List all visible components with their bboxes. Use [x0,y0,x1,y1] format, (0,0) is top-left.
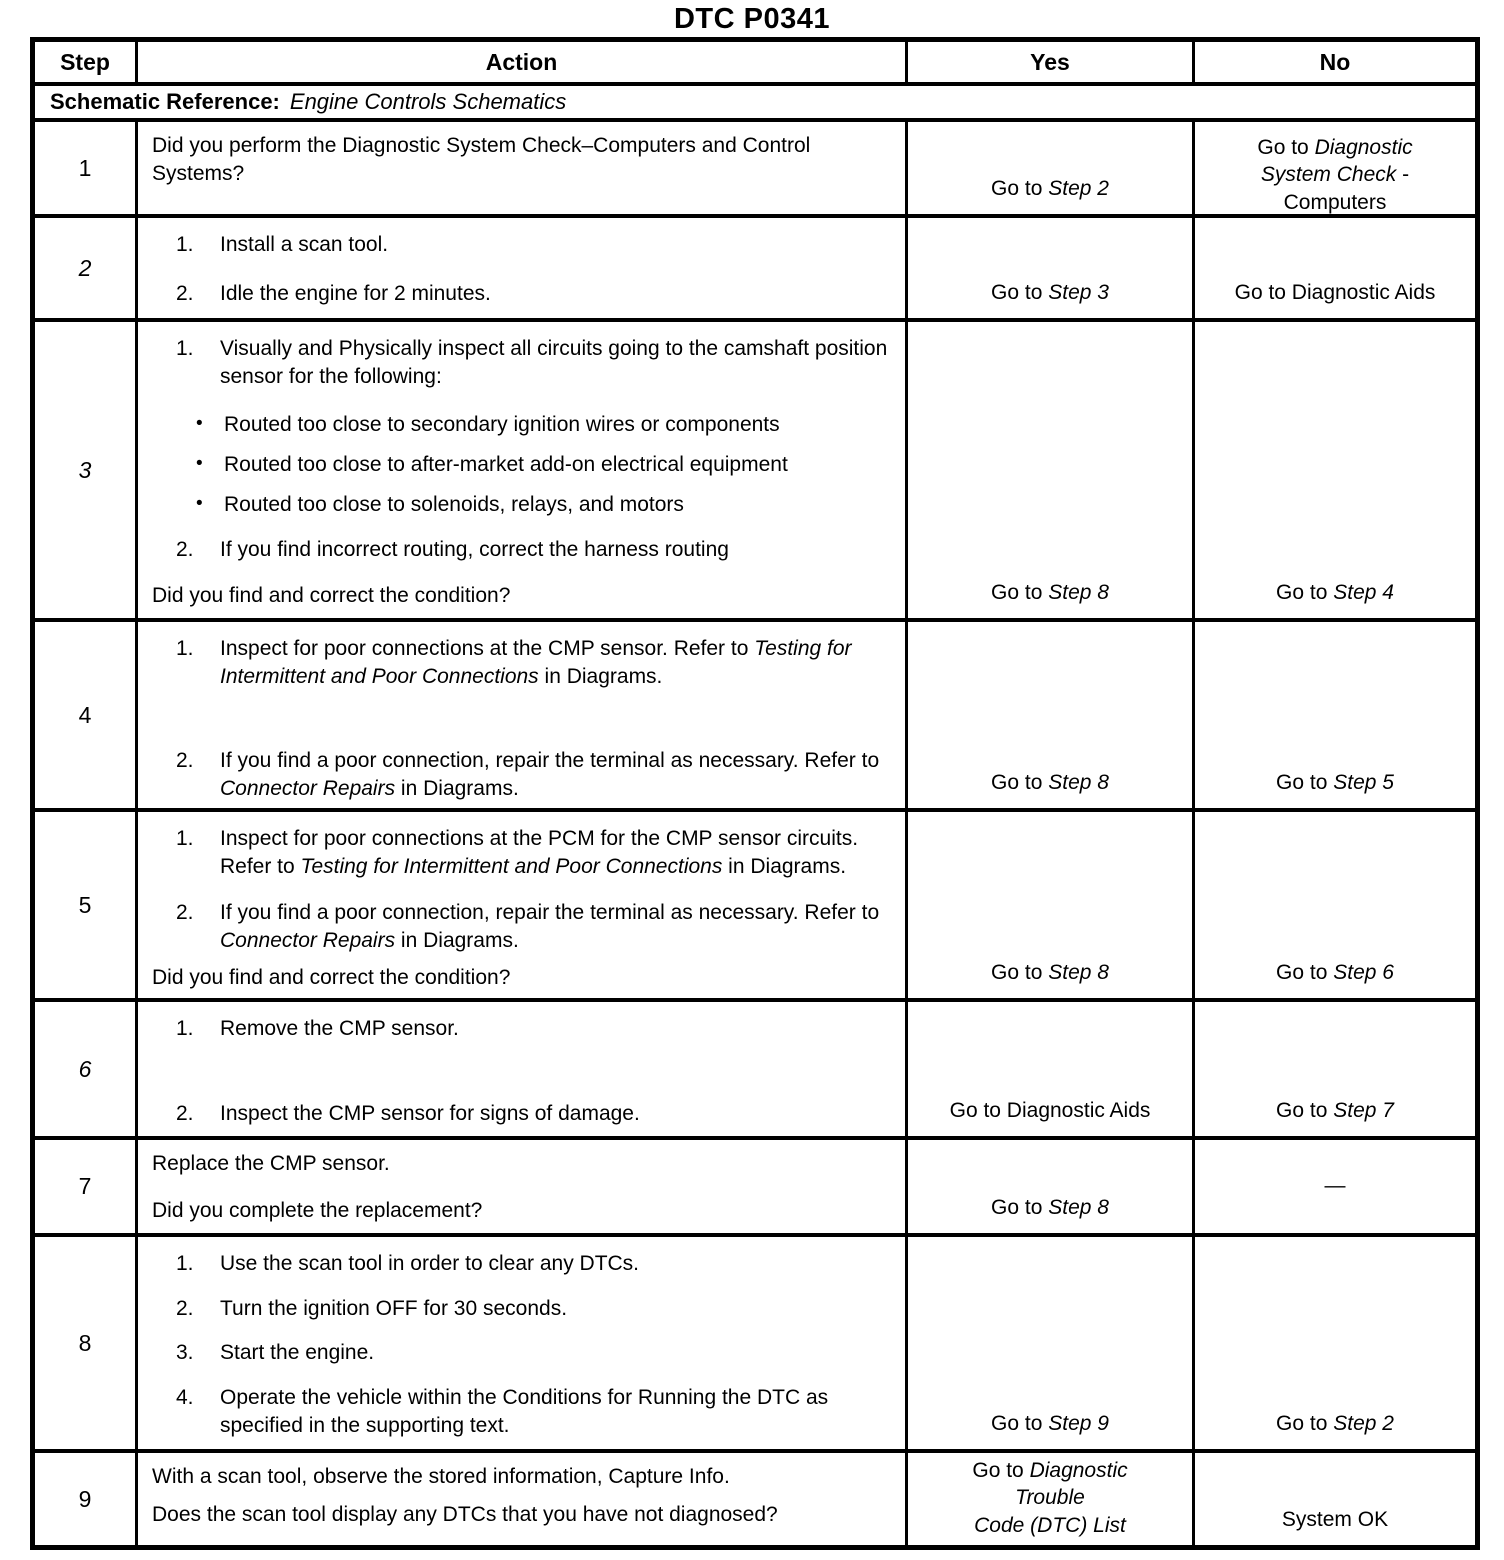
numbered-item [176,1015,899,1043]
go-note-line: Go to Step 8 [991,960,1109,984]
yes-cell [908,1140,1195,1237]
item-text: Idle the engine for 2 minutes. [220,281,491,305]
go-note-line: Go to Diagnostic [972,1459,1128,1483]
item-text: Use the scan tool in order to clear any DTCs. [220,1252,640,1275]
item-text: If you find incorrect routing, correct the harness routing [220,537,729,561]
action-cell [138,122,908,218]
step-number: 3 [35,322,138,622]
step-number: 8 [35,1237,138,1453]
go-note-line: Go to Step 9 [991,1411,1109,1435]
question-text [152,312,899,322]
item-number: 2. [176,901,194,925]
action-text: With a scan tool, observe the stored information, Capture Info. [152,1465,730,1488]
item-text: Visually and Physically inspect all circuits going to the camshaft position sensor for the following: [220,337,888,388]
header-cell-no: No [1195,42,1475,86]
go-note-line: Go to Diagnostic [1257,136,1413,159]
go-note-line: Go to Step 4 [1276,580,1394,604]
step-number: 4 [35,622,138,812]
item-number: 1. [176,827,194,850]
go-note-line: Code (DTC) List [974,1513,1126,1537]
schematic-reference-row [35,86,1475,122]
go-note-line: Go to Step 2 [991,176,1109,200]
page-title: DTC P0341 [673,3,830,35]
item-number: 3. [176,1341,194,1365]
go-note-line: System Check - [1260,163,1410,187]
yes-cell [908,122,1195,218]
action-cell [138,218,908,322]
no-cell [1195,1140,1475,1237]
diagnostic-table [30,37,1480,1550]
action-text: Replace the CMP sensor. [152,1152,390,1175]
yes-cell [908,812,1195,1002]
bullet-marker-icon: • [196,413,203,435]
go-note-line: Go to Diagnostic Aids [1234,280,1436,304]
step-number: 2 [35,218,138,322]
yes-cell [908,1002,1195,1140]
go-note-line: Go to Step 2 [1276,1411,1394,1435]
item-number: 1. [176,233,194,256]
numbered-item [176,1339,899,1367]
numbered-item [176,280,899,308]
dash-placeholder: — [1324,1173,1346,1197]
no-cell [1195,622,1475,812]
question-text: Did you find and correct the condition? [152,584,511,608]
numbered-item [176,1295,899,1323]
no-cell [1195,812,1475,1002]
item-number: 1. [176,1017,194,1040]
numbered-item [176,899,899,954]
yes-cell [908,1237,1195,1453]
item-number: 2. [176,1101,194,1125]
question-text [152,1132,899,1140]
step-number: 6 [35,1002,138,1140]
item-number: 2. [176,537,194,561]
no-cell [1195,322,1475,622]
numbered-item [176,1250,899,1278]
action-cell [138,622,908,812]
numbered-item [176,635,899,690]
item-number: 2. [176,1296,194,1320]
go-note-line: Go to Step 8 [991,770,1109,794]
action-cell [138,1002,908,1140]
item-number: 1. [176,337,194,360]
header-cell-yes: Yes [908,42,1195,86]
go-note-line: Go to Step 8 [991,580,1109,604]
item-text: Install a scan tool. [220,233,389,256]
item-number: 1. [176,637,194,660]
no-cell [1195,218,1475,322]
item-text: Operate the vehicle within the Conditions for Running the DTC as specified in the supporting text. [220,1386,829,1437]
question-text: Does the scan tool display any DTCs that you have not diagnosed? [152,1502,778,1526]
numbered-item [176,231,899,259]
go-note-line: Go to Step 3 [991,280,1109,304]
item-text: Remove the CMP sensor. [220,1017,459,1040]
action-cell [138,1237,908,1453]
step-number: 5 [35,812,138,1002]
no-cell [1195,1453,1475,1545]
go-note-line: Go to Step 7 [1276,1098,1394,1122]
schematic-reference-value: Engine Controls Schematics [289,89,567,114]
header-cell-step: Step [35,42,138,86]
go-note-line: System OK [1281,1507,1389,1531]
action-text: Did you perform the Diagnostic System Check–Computers and Control Systems? [152,134,811,185]
go-note-line: Computers [1283,190,1387,214]
item-number: 2. [176,749,194,773]
yes-cell [908,218,1195,322]
go-note-line: Go to Diagnostic Aids [949,1098,1151,1122]
numbered-item [176,335,899,390]
numbered-item [176,536,899,564]
question-text [152,1445,899,1453]
item-number: 4. [176,1386,194,1410]
question-text: Did you complete the replacement? [152,1199,483,1223]
item-number: 1. [176,1252,194,1275]
numbered-item [176,1384,899,1439]
bullet-marker-icon: • [196,492,203,514]
bullet-list [152,399,899,530]
question-text: Did you find and correct the condition? [152,965,511,989]
item-text: Inspect for poor connections at the CMP sensor. Refer to Testing for Intermittent and Poor Connections in Diagrams. [220,637,852,688]
bullet-item [196,411,899,439]
bullet-marker-icon: • [196,453,203,475]
no-cell [1195,122,1475,218]
yes-cell [908,622,1195,812]
no-cell [1195,1002,1475,1140]
item-text: Start the engine. [220,1341,375,1365]
go-note-line: Go to Step 8 [991,1195,1109,1219]
numbered-item [176,747,899,802]
item-text: If you find a poor connection, repair the terminal as necessary. Refer to Connector Repairs in Diagrams. [220,901,880,953]
go-note-line: Go to Step 5 [1276,770,1394,794]
step-number: 9 [35,1453,138,1545]
item-text: Inspect the CMP sensor for signs of damage. [220,1101,640,1125]
bullet-item [196,491,899,519]
bullet-item [196,451,899,479]
numbered-item [176,825,899,880]
step-number: 1 [35,122,138,218]
bullet-text: Routed too close to secondary ignition wires or components [224,413,780,437]
yes-cell [908,322,1195,622]
go-note-line: Go to Step 6 [1276,960,1394,984]
go-note-line: Trouble [1015,1486,1085,1510]
item-number: 2. [176,281,194,305]
bullet-text: Routed too close to after-market add-on electrical equipment [224,453,788,477]
action-cell [138,322,908,622]
no-cell [1195,1237,1475,1453]
item-text: Turn the ignition OFF for 30 seconds. [220,1296,568,1320]
header-cell-action: Action [138,42,908,86]
schematic-reference-label: Schematic Reference: [50,89,280,114]
action-cell [138,1453,908,1545]
action-cell [138,812,908,1002]
item-text: Inspect for poor connections at the PCM for the CMP sensor circuits. Refer to Testing for Intermittent and Poor Connections in Diagrams. [220,827,859,878]
item-text: If you find a poor connection, repair the terminal as necessary. Refer to Connector Repairs in Diagrams. [220,749,880,801]
action-cell [138,1140,908,1237]
step-number: 7 [35,1140,138,1237]
yes-cell [908,1453,1195,1545]
numbered-item [176,1100,899,1128]
bullet-text: Routed too close to solenoids, relays, and motors [224,492,684,516]
